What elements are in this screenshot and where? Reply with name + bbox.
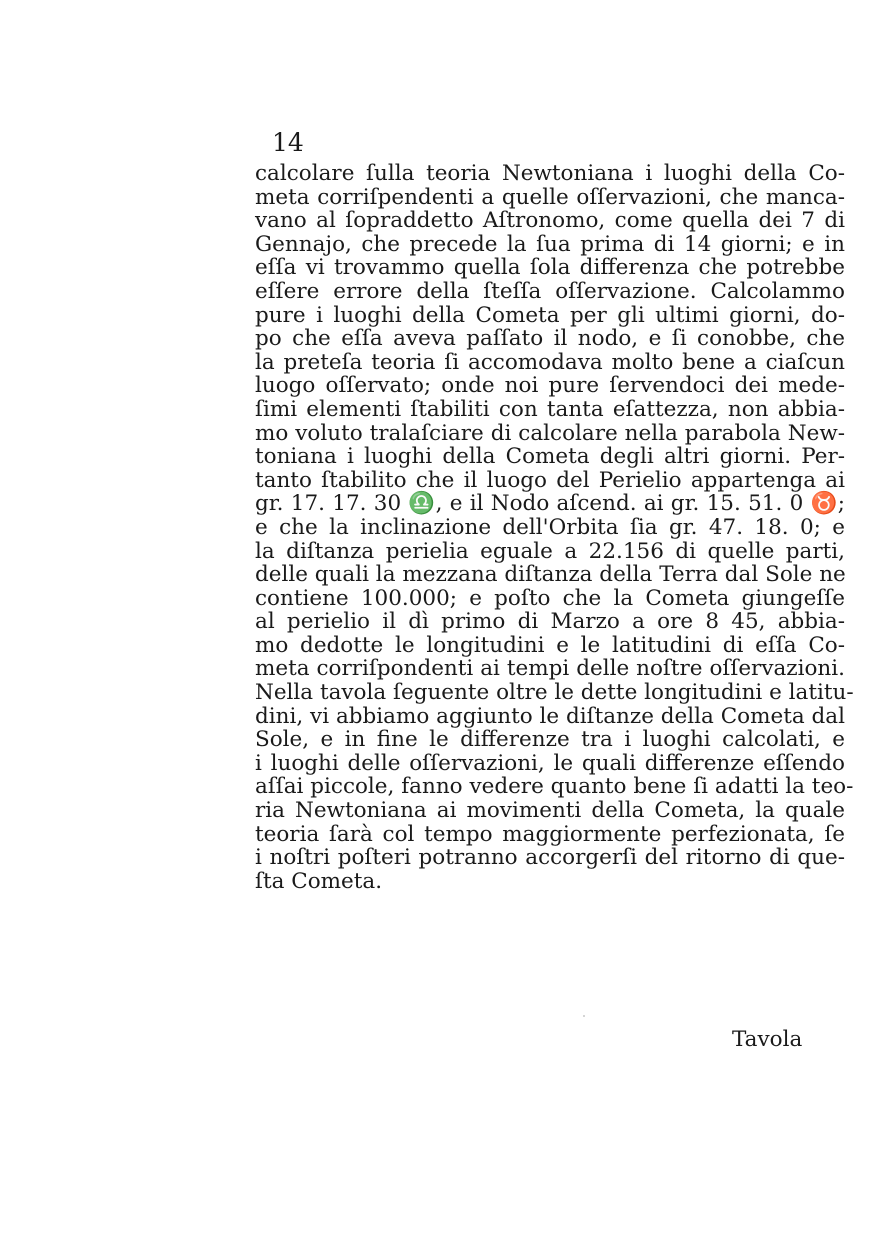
text-line: delle quali la mezzana diſtanza della Terra dal Sole ne [255, 562, 846, 588]
text-line: ſimi elementi ſtabiliti con tanta eſattezza, non abbia- [255, 396, 845, 422]
text-line: pure i luoghi della Cometa per gli ultimi giorni, do- [255, 302, 845, 328]
text-line: la diſtanza perielia eguale a 22.156 di quelle parti, [255, 538, 845, 564]
text-line: contiene 100.000; e poſto che la Cometa giungeſſe [255, 585, 845, 611]
text-line: e che la inclinazione dell'Orbita ſia gr. 47. 18. 0; e [255, 514, 845, 540]
text-line: aſſai piccole, fanno vedere quanto bene ſi adatti la teo- [255, 774, 854, 800]
text-line: meta corriſpendenti a quelle oſſervazioni, che manca- [255, 184, 845, 210]
text-line: meta corriſpondenti ai tempi delle noſtre oſſervazioni. [255, 656, 845, 682]
text-line: al perielio il dì primo di Marzo a ore 8 45, abbia- [255, 609, 845, 635]
ink-speck [583, 1015, 585, 1017]
text-line: ſta Cometa. [255, 868, 383, 894]
catchword: Tavola [732, 1027, 803, 1052]
text-line: calcolare ſulla teoria Newtoniana i luoghi della Co- [255, 161, 845, 186]
text-line: toniana i luoghi della Cometa degli altri giorni. Per- [255, 444, 845, 470]
text-line: la preteſa teoria ſi accomodava molto bene a ciaſcun [255, 349, 845, 375]
text-line: eſſa vi trovammo quella ſola differenza che potrebbe [255, 255, 845, 281]
text-line: Sole, e in fine le differenze tra i luoghi calcolati, e [255, 727, 845, 753]
text-line: mo dedotte le longitudini e le latitudini di eſſa Co- [255, 632, 845, 658]
text-line: gr. 17. 17. 30 ♎, e il Nodo aſcend. ai gr. 15. 51. 0 ♉; [255, 491, 845, 517]
text-line: luogo oſſervato; onde noi pure ſervendoci dei mede- [255, 373, 845, 399]
page-number: 14 [272, 128, 304, 157]
text-line: Gennajo, che precede la ſua prima di 14 giorni; e in [255, 231, 845, 257]
text-line: po che eſſa aveva paſſato il nodo, e ſi conobbe, che [255, 326, 845, 352]
text-line: vano al ſopraddetto Aſtronomo, come quella dei 7 di [255, 208, 845, 234]
text-line: i luoghi delle oſſervazioni, le quali differenze eſſendo [255, 750, 845, 776]
text-line: teoria ſarà col tempo maggiormente perfezionata, ſe [255, 821, 845, 847]
body-text [255, 161, 854, 894]
text-line: eſſere errore della ſteſſa oſſervazione. Calcolammo [255, 278, 845, 304]
text-line: Nella tavola ſeguente oltre le dette longitudini e latitu- [255, 680, 854, 706]
text-line: dini, vi abbiamo aggiunto le diſtanze della Cometa dal [255, 703, 845, 729]
text-line: ria Newtoniana ai movimenti della Cometa, la quale [255, 798, 845, 824]
text-line: i noſtri poſteri potranno accorgerſi del ritorno di que- [255, 845, 845, 871]
text-line: mo voluto tralaſciare di calcolare nella parabola New- [255, 420, 845, 446]
text-line: tanto ſtabilito che il luogo del Perielio appartenga ai [255, 467, 845, 493]
